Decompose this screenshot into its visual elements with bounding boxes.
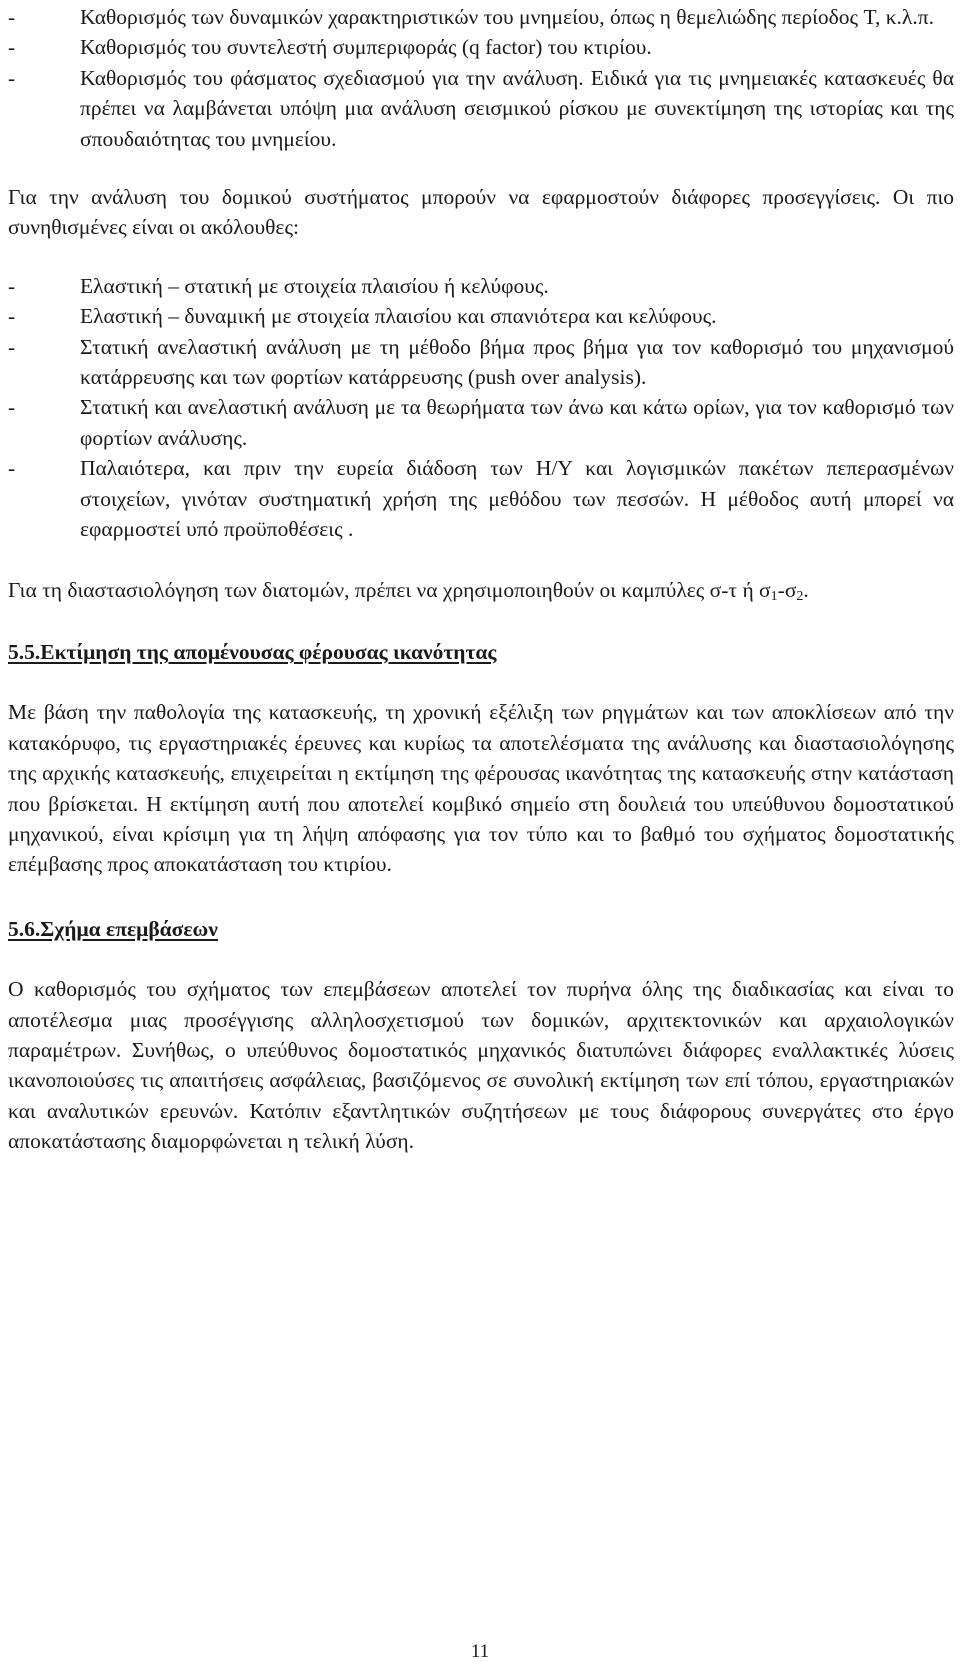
list-item: [8, 301, 954, 331]
list-item-text: Ελαστική – δυναμική με στοιχεία πλαισίου και σπανιότερα και κελύφους.: [80, 304, 717, 329]
bullet-dash: -: [8, 35, 16, 60]
list-item: [8, 63, 954, 154]
list-item: [8, 2, 954, 32]
list-item: [8, 32, 954, 62]
list-item-text: Παλαιότερα, και πριν την ευρεία διάδοση των Η/Υ και λογισμικών πακέτων πεπερασμένων στοιχείων, γινόταν συστηματική χρήση της μεθόδου των πεσσών. Η μέθοδος αυτή μπορεί να εφαρμοστεί υπό προϋποθέσεις .: [80, 456, 954, 542]
sizing-mid: -σ: [777, 577, 797, 602]
list-item-text: Καθορισμός των δυναμικών χαρακτηριστικών του μνημείου, όπως η θεμελιώδης περίοδος T, κ.λ.π.: [80, 5, 934, 29]
subscript-1: 1: [770, 588, 778, 604]
bullet-dash: -: [8, 304, 16, 329]
list-item-text: Καθορισμός του φάσματος σχεδιασμού για την ανάλυση. Ειδικά για τις μνημειακές κατασκευές θα πρέπει να λαμβάνεται υπόψη μια ανάλυση σεισμικού ρίσκου με συνεκτίμηση της ιστορίας και της σπουδαιότητας του μνημείου.: [80, 65, 954, 151]
sizing-text: Για τη διαστασιολόγηση των διατομών, πρέπει να χρησιμοποιηθούν οι καμπύλες σ-τ ή σ: [8, 577, 771, 602]
top-bullet-list: [8, 2, 954, 154]
section-heading-5-5: 5.5.Εκτίμηση της απομένουσας φέρουσας ικανότητας: [8, 639, 497, 664]
document-page: [8, 0, 954, 1157]
bullet-dash: -: [8, 395, 16, 420]
sizing-end: .: [803, 577, 809, 602]
list-item-text: Στατική και ανελαστική ανάλυση με τα θεωρήματα των άνω και κάτω ορίων, για τον καθορισμό των φορτίων ανάλυσης.: [80, 395, 954, 450]
analysis-intro-paragraph: Για την ανάλυση του δομικού συστήματος μπορούν να εφαρμοστούν διάφορες προσεγγίσεις. Οι πιο συνηθισμένες είναι οι ακόλουθες:: [8, 185, 954, 240]
sizing-paragraph: [8, 575, 954, 605]
list-item-text: Καθορισμός του συντελεστή συμπεριφοράς (q factor) του κτιρίου.: [80, 35, 652, 60]
bullet-dash: -: [8, 5, 16, 29]
subscript-2: 2: [796, 588, 804, 604]
analysis-methods-list: [8, 271, 954, 545]
page-number: 11: [470, 1641, 490, 1662]
list-item: [8, 453, 954, 544]
list-item: [8, 392, 954, 453]
bullet-dash: -: [8, 273, 16, 298]
section-heading-5-6: 5.6.Σχήμα επεμβάσεων: [8, 916, 218, 941]
list-item-text: Στατική ανελαστική ανάλυση με τη μέθοδο βήμα προς βήμα για τον καθορισμό του μηχανισμού κατάρρευσης και των φορτίων κατάρρευσης (push over analysis).: [80, 334, 954, 390]
list-item: [8, 332, 954, 393]
bullet-dash: -: [8, 456, 16, 481]
list-item: [8, 271, 954, 301]
section-5-6-body: Ο καθορισμός του σχήματος των επεμβάσεων αποτελεί τον πυρήνα όλης της διαδικασίας και είναι το αποτέλεσμα μιας προσέγγισης αλληλοσχετισμού των δομικών, αρχιτεκτονικών και αρχαιολογικών παραμέτρων. Συνήθως, ο υπεύθυνος δομοστατικός μηχανικός διατυπώνει διάφορες εναλλακτικές λύσεις ικανοποιούσες τις απαιτήσεις ασφάλειας, βασιζόμενος σε συνολική εκτίμηση των επί τόπου, εργαστηριακών και αναλυτικών ερευνών. Κατόπιν εξαντλητικών συζητήσεων με τους διάφορους συνεργάτες στο έργο αποκατάστασης διαμορφώνεται η τελική λύση.: [8, 977, 954, 1154]
list-item-text: Ελαστική – στατική με στοιχεία πλαισίου ή κελύφους.: [80, 273, 549, 298]
bullet-dash: -: [8, 334, 16, 359]
section-5-5-body: Με βάση την παθολογία της κατασκευής, τη χρονική εξέλιξη των ρηγμάτων και των αποκλίσεων από την κατακόρυφο, τις εργαστηριακές έρευνες και κυρίως τα αποτελέσματα της ανάλυσης και διαστασιολόγησης της αρχικής κατασκευής, επιχειρείται η εκτίμηση της φέρουσας ικανότητας της κατασκευής στην κατάσταση που βρίσκεται. Η εκτίμηση αυτή που αποτελεί κομβικό σημείο στη δουλειά του υπεύθυνου δομοστατικού μηχανικού, είναι κρίσιμη για τη λήψη απόφασης για τον τύπο και το βαθμό του σχήματος δομοστατικής επέμβασης προς αποκατάσταση του κτιρίου.: [8, 700, 954, 877]
bullet-dash: -: [8, 65, 16, 90]
